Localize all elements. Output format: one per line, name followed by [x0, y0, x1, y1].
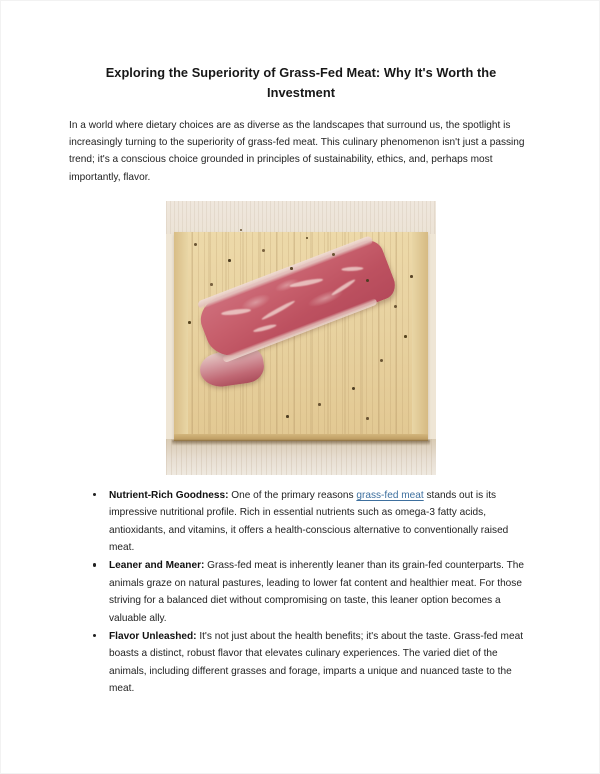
bullet-marker-icon [93, 563, 96, 566]
steak-marbling [261, 299, 296, 321]
steak-marbling [221, 308, 251, 317]
peppercorn [404, 335, 407, 338]
bullet-text-after-link: stands out is its impressive nutritional profile. Rich in essential nutrients such as omega-3 fatty acids, antioxidants, and vitamins, it offers a health-conscious alternative to conventionally raised meat. [109, 490, 509, 554]
bullet-lead-label: Nutrient-Rich Goodness: [109, 490, 229, 501]
list-item [93, 557, 533, 626]
board-shadow [172, 440, 430, 445]
steak-marbling [253, 323, 277, 333]
list-item [93, 628, 533, 697]
figure-container [69, 201, 533, 475]
steak-marbling [289, 277, 323, 288]
list-item [93, 487, 533, 556]
document-body [69, 63, 533, 475]
steak-marbling [331, 278, 357, 297]
peppercorn [210, 283, 213, 286]
bullet-lead-label: Leaner and Meaner: [109, 560, 205, 572]
peppercorn [188, 321, 191, 324]
peppercorn [290, 267, 293, 270]
counter-surface-top [166, 201, 436, 234]
bullet-text: Grass-fed meat is inherently leaner than its grain-fed counterparts. The animals graze on natural pastures, leading to lower fat content and healthier meat. For those striving for a balanced diet without compromising on taste, this leaner option becomes a valuable ally. [109, 560, 524, 624]
intro-paragraph: In a world where dietary choices are as diverse as the landscapes that surround us, the spotlight is increasingly turning to the superiority of grass-fed meat. This culinary phenomenon isn't just a passing trend; it's a conscious choice grounded in principles of sustainability, ethics, and, perhaps most importantly, flavor. [69, 119, 525, 183]
bullet-marker-icon [93, 493, 96, 496]
board-edge-right [412, 232, 428, 441]
bullet-text-before-link: One of the primary reasons [228, 490, 357, 501]
bullet-marker-icon [93, 634, 96, 637]
peppercorn [366, 417, 369, 420]
steak-marbling [341, 266, 363, 271]
benefits-list [93, 487, 533, 698]
peppercorn [410, 275, 413, 278]
steak-photo [166, 201, 436, 475]
board-edge-left [174, 232, 188, 441]
peppercorn [228, 259, 231, 262]
grass-fed-meat-link[interactable]: grass-fed meat [356, 490, 424, 501]
bullet-lead-label: Flavor Unleashed: [109, 630, 197, 642]
peppercorn [318, 403, 321, 406]
peppercorn [286, 415, 289, 418]
page-title: Exploring the Superiority of Grass-Fed Meat: Why It's Worth the Investment [105, 65, 497, 100]
bullet-text: It's not just about the health benefits; it's about the taste. Grass-fed meat boasts a distinct, robust flavor that elevates culinary experiences. The varied diet of the animals, including different grasses and forage, imparts a unique and nuanced taste to the meat. [109, 630, 523, 694]
